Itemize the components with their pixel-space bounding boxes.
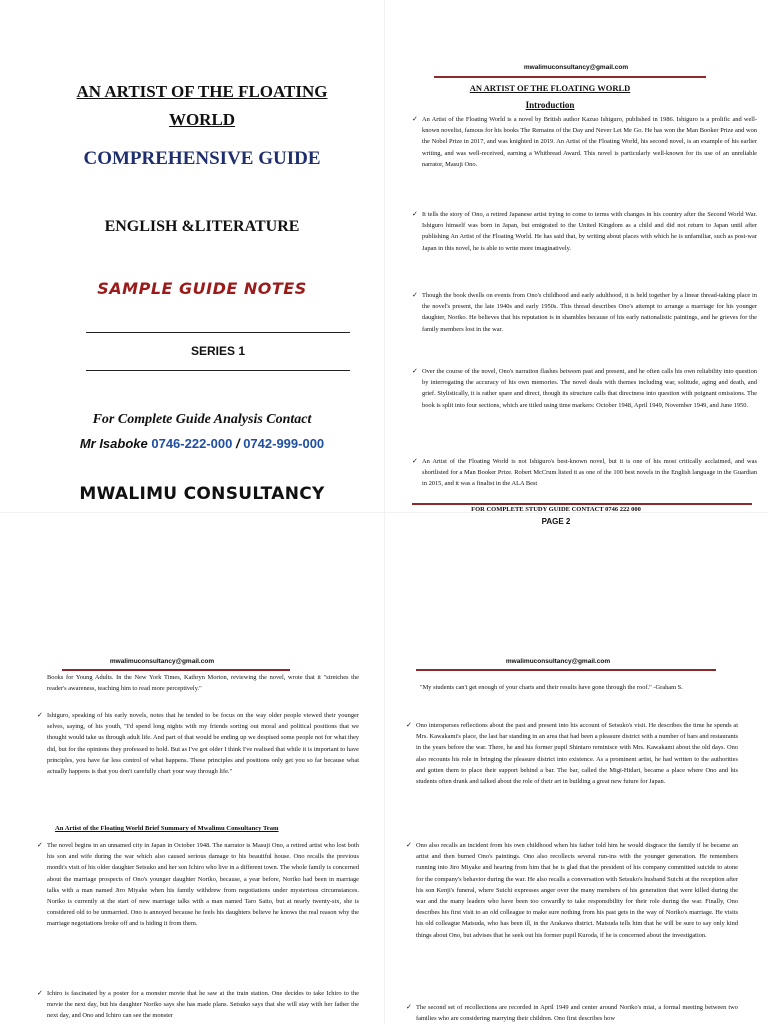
page3-paragraph-3: ✓ Ichiro is fascinated by a poster for a monster movie that he saw at the train station. One decides to take Ichiro to the movie the next day, but his daughter Noriko says she has made plans. Setsuko says that she will stay with her father the next day, and Ono and Ichiro can see the monster	[37, 988, 359, 1022]
page2-paragraph-4: ✓ Over the course of the novel, Ono's narration flashes between past and present, and he often calls his own reliability into question by interrogating the accuracy of his own memories. The novel deals with themes including war, solitude, aging and death, and grief. Stylistically, it is rather spare and direct, though its structure calls that directness into question with poignant omissions. The book is split into four sections, which are titled using time markers: October 1948, April 1949, November 1949, and June 1950.	[412, 366, 757, 411]
page4-paragraph-3: ✓ The second set of recollections are recorded in April 1949 and center around Noriko's miai, a formal meeting between two families who are considering marrying their children. Ono first describes how	[406, 1002, 738, 1024]
cover-phone-1: 0746-222-000	[151, 436, 233, 451]
page4-paragraph-2: ✓ Ono also recalls an incident from his own childhood when his father told him he would disgrace the family if he became an artist and then burned Ono's paintings. Ono also recollects several run-ins with the younger generation. He remembers running into Jiro Miyake and hearing from him that he is glad that the president of his company committed suicide to atone for the company's behavior during the war. He also recalls a conversation with Setsuko's husband Suichi at the reception after his son Kenji's funeral, where Suichi expresses anger over the many members of his generation that were killed during the war and the many leaders who have been too cowardly to take responsibility for their role during the war. Finally, Ono describes his first visit to an old colleague to make sure nothing from his past gets in the way of Noriko's marriage. He visits his old colleague Matsuda, who has been ill, in the Arakawa district. Matsuda tells him that he will be sure to say only kind things about Ono, but advises that he seek out his former pupil Kuroda, if he is concerned about the investigation.	[406, 840, 738, 941]
page3-paragraph-1: ✓ Ishiguro, speaking of his early novels, notes that he tended to be focus on the way older people viewed their younger selves, saying, of his youth, "I'd spend long nights with my friends sorting out moral and political positions that we thought would take us through adult life. And part of that would be ending up we despised some people not for what they did, but for the opinions they professed to hold. But as I've got older I think I've realised that while it is important to have principles, you have far less control of what happens. These principles and positions only get you so far because what actually happens is that you don't carefully chart your way through life."	[37, 710, 359, 777]
cover-phone-separator: /	[235, 436, 240, 451]
cover-phone-2: 0742-999-000	[243, 436, 325, 451]
page4-paragraph-1: ✓ Ono intersperses reflections about the past and present into his account of Setsuko's visit. He describes the time he spends at Mrs. Kawakami's place, the last bar standing in an area that had been a pleasure district with a number of bars and restaurants in the years before the war. There, he and his former pupil Shintaro reminisce with Mrs. Kawakami about the old days. Ono also recounts his role in bringing the pleasure district into existence. As a prominent artist, he had written to the authorities and gotten them to place their support behind a bar. The bar, called the Migi-Hidari, became a place where Ono and his students often drank and talked about the role of their art in building a great new future for Japan.	[406, 720, 738, 787]
page2-header-rule	[434, 76, 706, 78]
page-3	[0, 512, 384, 1024]
page2-paragraph-1: ✓ An Artist of the Floating World is a novel by British author Kazuo Ishiguro, published in 1986. Ishiguro is a prolific and well-known novelist, famous for his books The Remains of the Day and Never Let Me Go. He has won the Man Booker Prize and won the Nobel Prize in 2017, and was knighted in 2019. An Artist of the Floating World, his second novel, is an example of his earlier writing, and was well-received, earning a Whitbread Award. This novel is particularly well-known for its use of an unreliable narrator, Masuji Ono.	[412, 114, 757, 170]
cover-guide-heading: COMPREHENSIVE GUIDE	[83, 148, 321, 169]
page2-paragraph-3: ✓ Though the book dwells on events from Ono's childhood and early adulthood, it is held together by a linear thread-taking place in the novel's present, the late 1940s and early 1950s. This thread describes Ono's attempt to arrange a marriage for his younger daughter, Noriko. He believes that his reputation is in shambles because of his early nationalistic paintings, and he grieves for the family members lost in the war.	[412, 290, 757, 335]
page2-footer-contact: FOR COMPLETE STUDY GUIDE CONTACT 0746 222 000	[471, 506, 641, 512]
page4-email: mwalimuconsultancy@gmail.com	[505, 658, 611, 665]
page2-footer-number: PAGE 2	[541, 517, 571, 526]
page2-email: mwalimuconsultancy@gmail.com	[523, 64, 629, 71]
cover-phone-line	[20, 436, 384, 451]
cover-title-line1: AN ARTIST OF THE FLOATING	[76, 82, 328, 101]
page3-lead: Books for Young Adults. In the New York Times, Kathryn Morton, reviewing the novel, wrote that it "stretches the reader's awareness, teaching him to read more perceptively."	[47, 674, 359, 693]
page3-header-rule	[62, 669, 290, 671]
cover-contact-line: For Complete Guide Analysis Contact	[92, 412, 312, 427]
page2-paragraph-5: ✓ An Artist of the Floating World is not Ishiguro's best-known novel, but it is one of his most critically acclaimed, and was shortlisted for a Man Booker Prize. Robert McCrum listed it as one of the 100 best novels in the English language in the Guardian in 2015, and it was a finalist in the ALA Best	[412, 456, 757, 490]
page4-lead: "My students can't get enough of your charts and their results have gone through the roof." -Graham S.	[420, 684, 683, 691]
cover-rule-top	[86, 332, 350, 333]
page3-email: mwalimuconsultancy@gmail.com	[109, 658, 215, 665]
page2-heading: Introduction	[525, 100, 575, 110]
cover-subject: ENGLISH &LITERATURE	[104, 218, 300, 235]
page2-title: AN ARTIST OF THE FLOATING WORLD	[469, 83, 631, 93]
page2-paragraph-2: ✓ It tells the story of Ono, a retired Japanese artist trying to come to terms with changes in his country after the Second World War. Ishiguro himself was born in Japan, but emigrated to the United Kingdom as a child and did not return to Japan until after publishing An Artist of the Floating World. He has said that, by writing about places with which he is unfamiliar, such as post-war Japan in this novel, he is able to write more imaginatively.	[412, 209, 757, 254]
cover-brand: MWALIMU CONSULTANCY	[79, 484, 325, 504]
cover-contact-name: Mr Isaboke	[79, 436, 148, 451]
cover-rule-bottom	[86, 370, 350, 371]
cover-page	[0, 0, 384, 512]
page3-paragraph-2: ✓ The novel begins in an unnamed city in Japan in October 1948. The narrator is Masuji Ono, a retired artist who lost both his son and wife during the war which also caused serious damage to his beautiful house. Ono recalls the previous month's visit of his older daughter Setsuko and her son Ichiro who live in a different town. The whole family is concerned about the marriage prospects of Ono's younger daughter Noriko, because, a year before, Noriko had been in marriage talks with a man named Jiro Miyake when his family withdrew from negotiations under mysterious circumstances. Noriko is currently at the start of new marriage talks with a man named Taro Saito, but at nearly twenty-six, she is considered old to be unmarried. Ono is annoyed because he feels his daughters believe he knows the real reason why the marriage negotiations broke off and is hiding it from them.	[37, 840, 359, 930]
cover-title-line2: WORLD	[168, 110, 236, 129]
cover-series: SERIES 1	[190, 344, 246, 358]
page2-footer-rule	[412, 503, 752, 505]
page3-section-heading: An Artist of the Floating World Brief Summary of Mwalimu Consultancy Team	[55, 825, 279, 832]
page-4	[384, 512, 768, 1024]
page4-header-rule	[416, 669, 716, 671]
page-2	[384, 0, 768, 512]
cover-sample-label: SAMPLE GUIDE NOTES	[97, 279, 307, 298]
